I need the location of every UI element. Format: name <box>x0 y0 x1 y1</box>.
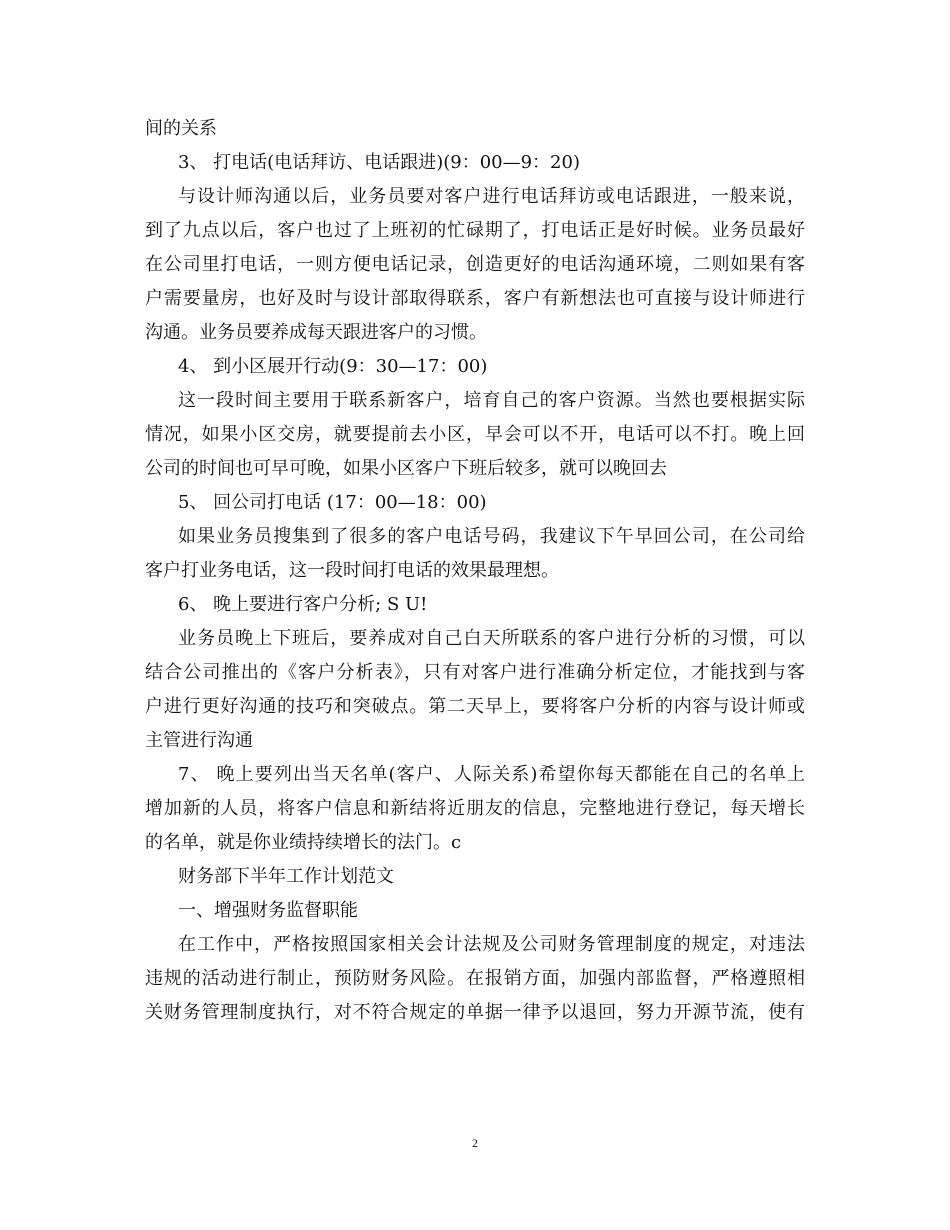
paragraph-line: 客户打业务电话，这一段时间打电话的效果最理想。 <box>145 560 559 581</box>
page-number: 2 <box>472 1136 478 1150</box>
paragraph-line: 在工作中，严格按照国家相关会计法规及公司财务管理制度的规定，对违法 <box>178 934 805 955</box>
paragraph-line: 结合公司推出的《客户分析表》，只有对客户进行准确分析定位，才能找到与客 <box>145 662 805 683</box>
list-heading: 4、 到小区展开行动(9：30—17：00) <box>178 356 488 377</box>
paragraph-line: 违规的活动进行制止，预防财务风险。在报销方面，加强内部监督，严格遵照相 <box>145 968 805 989</box>
section-heading: 一、增强财务监督职能 <box>178 900 358 921</box>
paragraph-line: 的名单，就是你业绩持续增长的法门。c <box>145 832 462 853</box>
list-heading: 6、 晚上要进行客户分析; S U! <box>178 594 428 615</box>
list-heading: 5、 回公司打电话 (17：00—18：00) <box>178 492 487 513</box>
paragraph-line: 关财务管理制度执行，对不符合规定的单据一律予以退回，努力开源节流，使有 <box>145 1002 805 1023</box>
text-line: 间的关系 <box>145 118 217 139</box>
paragraph-line: 在公司里打电话，一则方便电话记录，创造更好的电话沟通环境，二则如果有客 <box>145 254 805 275</box>
paragraph-line: 主管进行沟通 <box>145 730 253 751</box>
body-text <box>145 112 805 1030</box>
paragraph-line: 情况，如果小区交房，就要提前去小区，早会可以不开，电话可以不打。晚上回 <box>145 424 805 445</box>
paragraph-line: 户进行更好沟通的技巧和突破点。第二天早上，要将客户分析的内容与设计师或 <box>145 696 805 717</box>
paragraph-line: 如果业务员搜集到了很多的客户电话号码，我建议下午早回公司，在公司给 <box>178 526 805 547</box>
paragraph-line: 与设计师沟通以后，业务员要对客户进行电话拜访或电话跟进，一般来说， <box>178 186 805 207</box>
paragraph-line: 公司的时间也可早可晚，如果小区客户下班后较多，就可以晚回去 <box>145 458 667 479</box>
list-heading: 3、 打电话(电话拜访、电话跟进)(9：00—9：20) <box>178 152 580 173</box>
paragraph-line: 到了九点以后，客户也过了上班初的忙碌期了，打电话正是好时候。业务员最好 <box>145 220 805 241</box>
paragraph-line: 增加新的人员，将客户信息和新结将近朋友的信息，完整地进行登记，每天增长 <box>145 798 805 819</box>
paragraph-line: 沟通。业务员要养成每天跟进客户的习惯。 <box>145 322 487 343</box>
list-heading: 7、 晚上要列出当天名单(客户、人际关系)希望你每天都能在自己的名单上 <box>178 764 805 785</box>
paragraph-line: 户需要量房，也好及时与设计部取得联系，客户有新想法也可直接与设计师进行 <box>145 288 805 309</box>
section-title: 财务部下半年工作计划范文 <box>178 866 394 887</box>
paragraph-line: 这一段时间主要用于联系新客户，培育自己的客户资源。当然也要根据实际 <box>178 390 805 411</box>
paragraph-line: 业务员晚上下班后，要养成对自己白天所联系的客户进行分析的习惯，可以 <box>178 628 805 649</box>
